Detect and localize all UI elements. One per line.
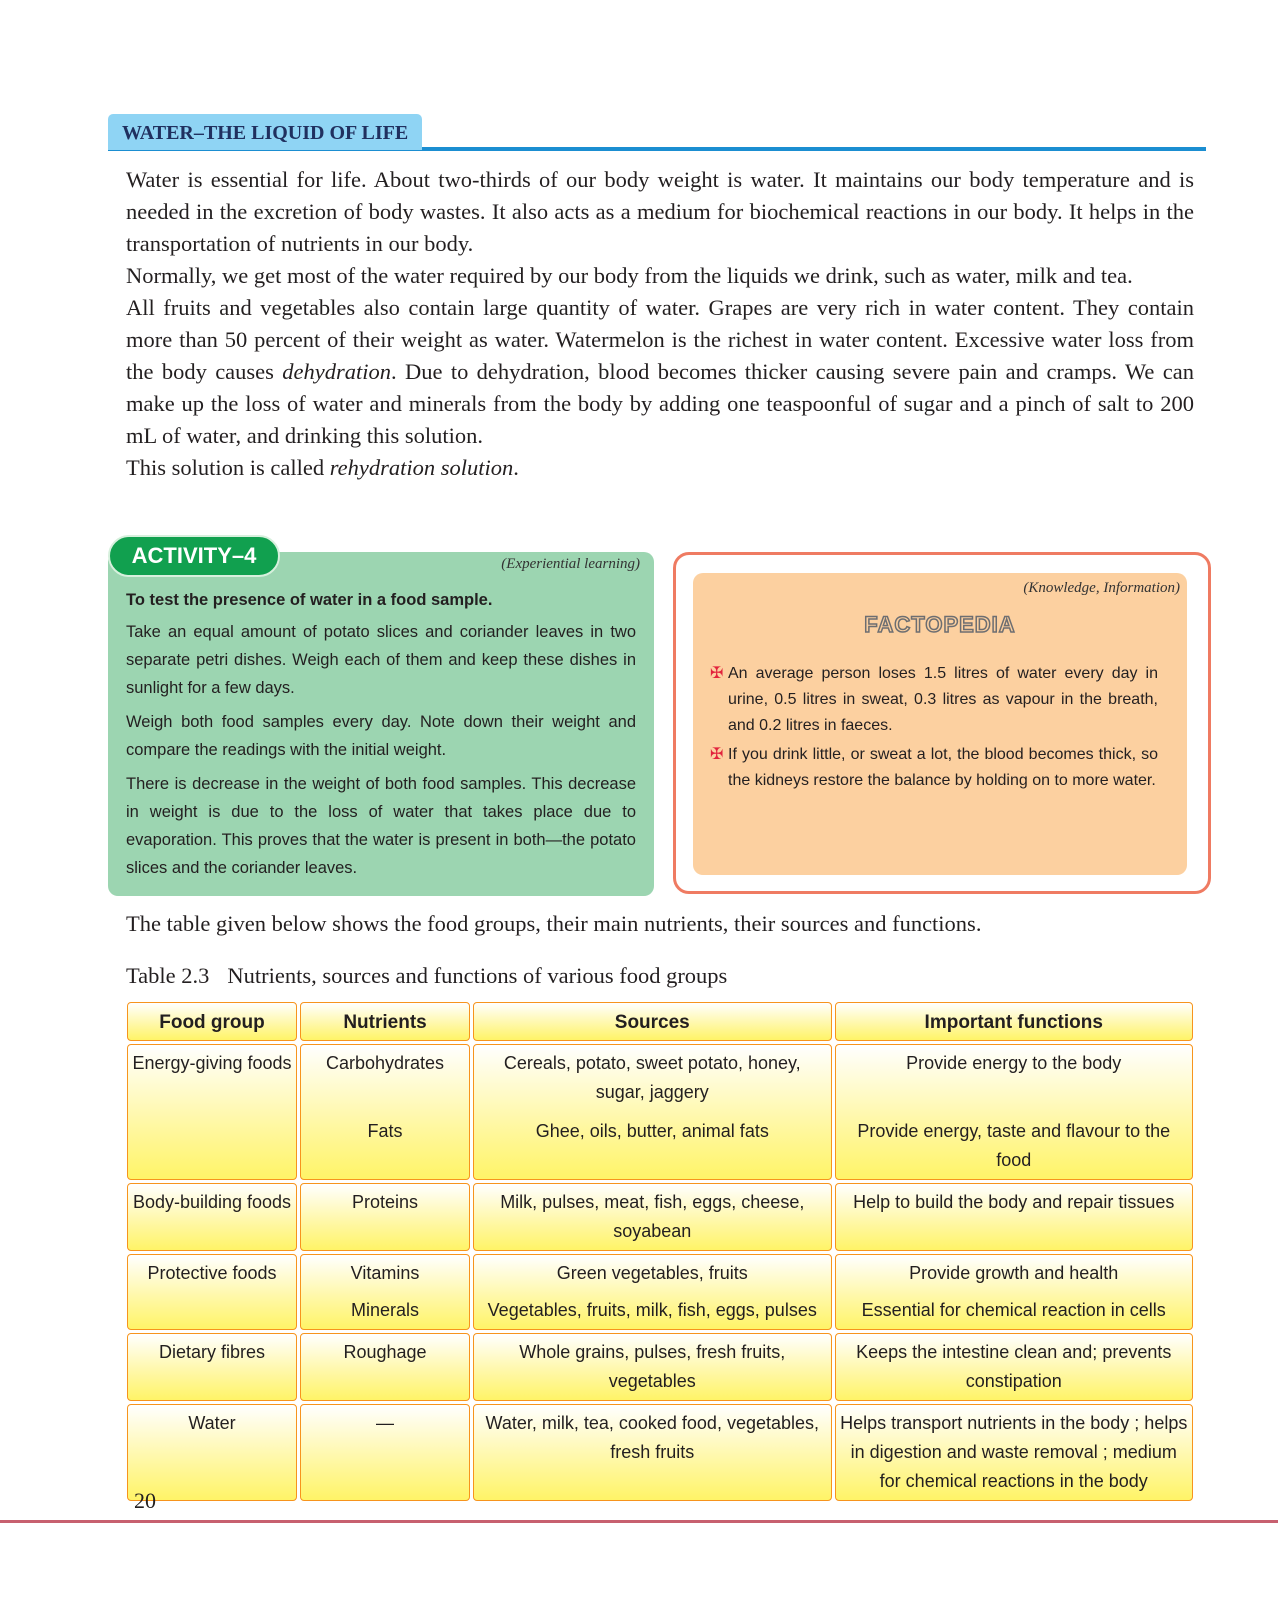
cell-functions: Helps transport nutrients in the body ; helps in digestion and waste removal ; medium for chemical reactions in the body [835,1404,1194,1501]
activity-tag: (Experiential learning) [501,556,640,572]
cell-food-group: Protective foods [127,1254,297,1330]
page-number: 20 [134,1488,156,1513]
activity-title: To test the presence of water in a food sample. [126,591,493,609]
cell-functions: Keeps the intestine clean and; prevents constipation [835,1333,1194,1401]
cell-sources: Whole grains, pulses, fresh fruits, vegetables [473,1333,831,1401]
cell-nutrients: Roughage [300,1333,470,1401]
nutrients-table [124,999,1196,1504]
factopedia-title: FACTOPEDIA [864,612,1016,637]
cell-nutrients: Carbohydrates Fats [300,1044,470,1180]
cross-bullet-icon: ✠ [710,665,724,682]
cell-food-group: Energy-giving foods [127,1044,297,1180]
table-row [127,1404,1193,1501]
term-rehydration-solution: rehydration solution [329,455,514,480]
activity-badge: ACTIVITY–4 [108,535,280,577]
table-intro: The table given below shows the food groups, their main nutrients, their sources and functions. [126,911,982,936]
intro-paragraph-1: Water is essential for life. About two-thirds of our body weight is water. It maintains our body temperature and is needed in the excretion of body wastes. It also acts as a medium for biochemical reactions in our body. It helps in the transportation of nutrients in our body. [126,167,1194,256]
activity-content [126,586,636,882]
intro-paragraph-4: This solution is called rehydration solution. [126,455,519,480]
factopedia-item: ✠ If you drink little, or sweat a lot, the blood becomes thick, so the kidneys restore the balance by holding on to more water. [728,742,1158,794]
cell-functions: Provide energy to the body Provide energy, taste and flavour to the food [835,1044,1194,1180]
term-dehydration: dehydration [282,359,392,384]
header-nutrients: Nutrients [300,1002,470,1041]
table-row [127,1183,1193,1251]
activity-paragraph-3: There is decrease in the weight of both food samples. This decrease in weight is due to the loss of water that takes place due to evaporation. This proves that the water is present in both—the potato slices and the coriander leaves. [126,775,636,877]
cell-food-group: Body-building foods [127,1183,297,1251]
cell-functions: Help to build the body and repair tissues [835,1183,1194,1251]
table-caption-text: Nutrients, sources and functions of various food groups [227,963,728,988]
cell-sources: Water, milk, tea, cooked food, vegetables, fresh fruits [473,1404,831,1501]
activity-paragraph-2: Weigh both food samples every day. Note down their weight and compare the readings with the initial weight. [126,713,636,759]
table-caption [126,960,727,992]
activity-paragraph-1: Take an equal amount of potato slices and coriander leaves in two separate petri dishes. Weigh each of them and keep these dishes in sunlight for a few days. [126,623,636,697]
cell-food-group: Water [127,1404,297,1501]
table-row [127,1333,1193,1401]
cell-nutrients: — [300,1404,470,1501]
footer-rule [0,1520,1278,1523]
header-sources: Sources [473,1002,831,1041]
cell-functions: Provide growth and health Essential for chemical reaction in cells [835,1254,1194,1330]
cross-bullet-icon: ✠ [710,746,724,763]
section-heading [108,114,1206,154]
intro-text [126,164,1194,484]
header-food-group: Food group [127,1002,297,1041]
cell-sources: Cereals, potato, sweet potato, honey, sugar, jaggery Ghee, oils, butter, animal fats [473,1044,831,1180]
cell-sources: Milk, pulses, meat, fish, eggs, cheese, soyabean [473,1183,831,1251]
intro-paragraph-2: Normally, we get most of the water required by our body from the liquids we drink, such as water, milk and tea. [126,263,1133,288]
table-header-row [127,1002,1193,1041]
cell-sources: Green vegetables, fruits Vegetables, fruits, milk, fish, eggs, pulses [473,1254,831,1330]
cell-nutrients: Proteins [300,1183,470,1251]
section-title: WATER–THE LIQUID OF LIFE [108,114,422,150]
factopedia-item: ✠ An average person loses 1.5 litres of water every day in urine, 0.5 litres in sweat, 0.3 litres as vapour in the breath, and 0.2 litres in faeces. [728,661,1158,739]
intro-paragraph-3: All fruits and vegetables also contain large quantity of water. Grapes are very rich in water content. They contain more than 50 percent of their weight as water. Watermelon is the richest in water content. Excessive water loss from the body causes dehydration. Due to dehydration, blood becomes thicker causing severe pain and cramps. We can make up the loss of water and minerals from the body by adding one teaspoonful of sugar and a pinch of salt to 200 mL of water, and drinking this solution. [126,295,1194,448]
table-row [127,1044,1193,1180]
cell-food-group: Dietary fibres [127,1333,297,1401]
cell-nutrients: Vitamins Minerals [300,1254,470,1330]
factopedia-tag: (Knowledge, Information) [1023,580,1180,596]
table-row [127,1254,1193,1330]
header-functions: Important functions [835,1002,1194,1041]
table-caption-number: Table 2.3 [126,963,210,988]
